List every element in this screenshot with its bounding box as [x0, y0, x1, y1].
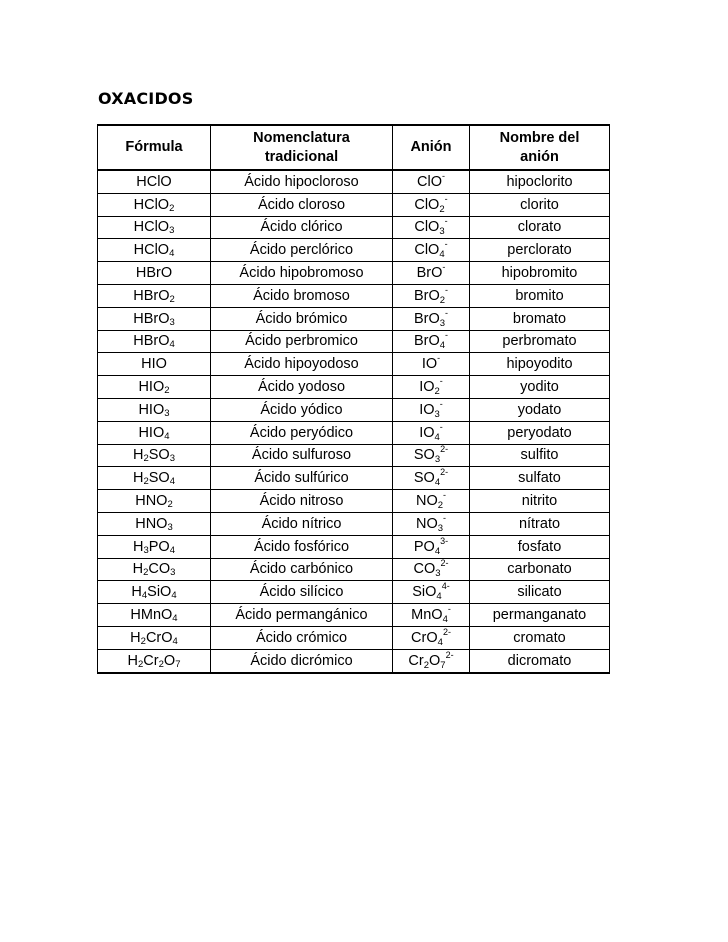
formula-cell — [98, 444, 211, 467]
anion-cell — [393, 421, 470, 444]
chem-symbol: CO — [148, 561, 171, 578]
anion-name-cell: yodato — [470, 398, 610, 421]
ion-charge: - — [445, 284, 449, 295]
nomenclature-cell: Ácido fosfórico — [211, 535, 393, 558]
chem-subscript: 3 — [169, 316, 175, 328]
chem-symbol: Cr — [143, 652, 159, 669]
ion-charge: - — [445, 330, 449, 341]
nomenclature-cell: Ácido nítrico — [211, 512, 393, 535]
nomenclature-cell: Ácido clórico — [211, 216, 393, 239]
chem-symbol: SiO — [147, 584, 172, 601]
chem-subscript: 3 — [434, 454, 441, 466]
table-row — [98, 558, 610, 581]
chem-symbol: H — [132, 561, 144, 578]
chem-symbol: H — [130, 629, 141, 646]
anion-cell — [393, 649, 470, 672]
anion-name-cell: sulfato — [470, 467, 610, 490]
anion-cell — [393, 330, 470, 353]
anion-cell — [393, 535, 470, 558]
chem-subscript: 4 — [172, 613, 178, 625]
formula-cell — [98, 581, 211, 604]
chem-symbol: HBrO — [135, 265, 173, 282]
anion-name-cell: silicato — [470, 581, 610, 604]
chem-symbol: SO — [413, 470, 435, 487]
chem-subscript: 3 — [169, 225, 175, 237]
formula-cell — [98, 535, 211, 558]
header-anion — [393, 125, 470, 170]
anion-name-cell: carbonato — [470, 558, 610, 581]
chem-subscript: 2 — [169, 202, 175, 214]
chem-subscript: 3 — [439, 226, 445, 238]
ion-charge: - — [445, 307, 449, 318]
header-nomenclature-line2: tradicional — [264, 148, 339, 165]
anion-name-cell: hipoyodito — [470, 353, 610, 376]
chem-symbol: BrO — [413, 310, 440, 327]
table-row — [98, 581, 610, 604]
nomenclature-cell: Ácido bromoso — [211, 284, 393, 307]
chem-symbol: ClO — [414, 219, 440, 236]
chem-subscript: 2 — [138, 658, 144, 670]
chem-symbol: NO — [415, 493, 438, 510]
chem-symbol: HClO — [136, 173, 172, 190]
chem-symbol: PO — [413, 538, 435, 555]
formula-cell — [98, 558, 211, 581]
chem-symbol: IO — [421, 356, 438, 373]
chem-subscript: 4 — [434, 545, 441, 557]
anion-name-cell: permanganato — [470, 604, 610, 627]
chem-subscript: 4 — [434, 431, 440, 443]
chem-symbol: HMnO — [130, 607, 173, 624]
chem-symbol: ClO — [414, 242, 440, 259]
header-anion-name-line2: anión — [520, 148, 559, 165]
chem-symbol: NO — [415, 515, 438, 532]
nomenclature-cell: Ácido sulfúrico — [211, 467, 393, 490]
chem-symbol: HClO — [133, 219, 170, 236]
formula-cell — [98, 421, 211, 444]
chem-symbol: MnO — [411, 607, 443, 624]
table-row — [98, 284, 610, 307]
chem-subscript: 2 — [423, 659, 429, 671]
chem-symbol: H — [132, 470, 144, 487]
header-nomenclature-line1: Nomenclatura — [253, 129, 350, 146]
chem-subscript: 4 — [172, 635, 178, 647]
table-row — [98, 444, 610, 467]
chem-subscript: 3 — [164, 407, 170, 419]
chem-symbol: SO — [148, 447, 170, 464]
chem-subscript: 4 — [141, 590, 148, 602]
anion-name-cell: yodito — [470, 376, 610, 399]
anion-cell — [393, 353, 470, 376]
chem-symbol: HClO — [133, 242, 170, 259]
chem-subscript: 3 — [439, 317, 446, 329]
chem-subscript: 4 — [169, 339, 175, 351]
nomenclature-cell: Ácido yódico — [211, 398, 393, 421]
chem-symbol: CO — [413, 561, 436, 578]
anion-cell — [393, 239, 470, 262]
chem-symbol: H — [132, 538, 144, 555]
anion-cell — [393, 604, 470, 627]
ion-charge: - — [442, 262, 446, 273]
chem-subscript: 2 — [140, 635, 146, 647]
formula-cell — [98, 193, 211, 216]
chem-symbol: BrO — [413, 333, 440, 350]
table-row — [98, 307, 610, 330]
anion-name-cell: hipoclorito — [470, 170, 610, 193]
table-row — [98, 467, 610, 490]
chem-subscript: 4 — [171, 590, 177, 602]
chem-symbol: HBrO — [133, 310, 170, 327]
nomenclature-cell: Ácido brómico — [211, 307, 393, 330]
chem-symbol: IO — [419, 379, 435, 396]
formula-cell — [98, 284, 211, 307]
chem-subscript: 3 — [167, 521, 173, 533]
formula-cell — [98, 398, 211, 421]
chem-symbol: CrO — [411, 629, 438, 646]
formula-cell — [98, 490, 211, 513]
chem-subscript: 4 — [436, 591, 442, 603]
formula-cell — [98, 604, 211, 627]
table-row — [98, 376, 610, 399]
chem-symbol: SiO — [412, 584, 437, 601]
table-row — [98, 239, 610, 262]
formula-cell — [98, 239, 211, 262]
anion-name-cell: fosfato — [470, 535, 610, 558]
nomenclature-cell: Ácido crómico — [211, 626, 393, 649]
nomenclature-cell: Ácido permangánico — [211, 604, 393, 627]
anion-name-cell: bromato — [470, 307, 610, 330]
formula-cell — [98, 216, 211, 239]
table-row — [98, 216, 610, 239]
ion-charge: 3- — [440, 535, 449, 546]
ion-charge: 2- — [445, 649, 454, 660]
chem-subscript: 3 — [170, 567, 176, 579]
nomenclature-cell: Ácido silícico — [211, 581, 393, 604]
anion-cell — [393, 216, 470, 239]
ion-charge: - — [443, 512, 447, 523]
anion-cell — [393, 558, 470, 581]
table-row — [98, 170, 610, 193]
chem-subscript: 4 — [169, 476, 176, 488]
chem-subscript: 4 — [169, 544, 176, 556]
chem-subscript: 4 — [442, 614, 448, 626]
table-header — [98, 125, 610, 170]
ion-charge: 2- — [440, 467, 449, 478]
chem-subscript: 3 — [143, 544, 149, 556]
chem-subscript: 4 — [439, 340, 446, 352]
chem-symbol: O — [163, 652, 176, 669]
anion-name-cell: hipobromito — [470, 262, 610, 285]
chem-symbol: CrO — [145, 629, 173, 646]
formula-cell — [98, 330, 211, 353]
anion-cell — [393, 193, 470, 216]
ion-charge: - — [439, 398, 443, 409]
anion-cell — [393, 467, 470, 490]
chem-subscript: 2 — [143, 453, 149, 465]
nomenclature-cell: Ácido perclórico — [211, 239, 393, 262]
anion-cell — [393, 262, 470, 285]
table-row — [98, 535, 610, 558]
nomenclature-cell: Ácido hipoyodoso — [211, 353, 393, 376]
table-row — [98, 398, 610, 421]
anion-cell — [393, 444, 470, 467]
chem-subscript: 7 — [175, 658, 181, 670]
chem-symbol: PO — [148, 538, 170, 555]
chem-symbol: H — [132, 447, 144, 464]
anion-cell — [393, 581, 470, 604]
chem-subscript: 2 — [439, 294, 446, 306]
chem-subscript: 7 — [440, 659, 446, 671]
chem-symbol: HIO — [138, 424, 165, 441]
chem-symbol: HIO — [138, 401, 165, 418]
chem-symbol: H — [131, 584, 142, 601]
chem-symbol: SO — [148, 470, 170, 487]
chem-subscript: 2 — [164, 385, 170, 397]
table-row — [98, 649, 610, 672]
header-formula-label: Fórmula — [125, 139, 183, 155]
formula-cell — [98, 467, 211, 490]
formula-cell — [98, 376, 211, 399]
table-row — [98, 421, 610, 444]
chem-symbol: HIO — [141, 356, 167, 373]
chem-symbol: ClO — [417, 173, 442, 190]
oxacids-table — [97, 124, 610, 674]
chem-symbol: HBrO — [133, 287, 170, 304]
table-row — [98, 490, 610, 513]
anion-name-cell: nitrito — [470, 490, 610, 513]
nomenclature-cell: Ácido yodoso — [211, 376, 393, 399]
chem-subscript: 2 — [143, 476, 149, 488]
nomenclature-cell: Ácido carbónico — [211, 558, 393, 581]
header-anion-name — [470, 125, 610, 170]
nomenclature-cell: Ácido perbromico — [211, 330, 393, 353]
chem-subscript: 4 — [164, 430, 170, 442]
ion-charge: - — [441, 170, 445, 181]
chem-symbol: HIO — [138, 379, 165, 396]
nomenclature-cell: Ácido peryódico — [211, 421, 393, 444]
chem-symbol: IO — [419, 424, 435, 441]
header-row — [98, 125, 610, 170]
table-row — [98, 262, 610, 285]
table-row — [98, 626, 610, 649]
ion-charge: 2- — [442, 626, 451, 637]
header-nomenclature — [211, 125, 393, 170]
chem-symbol: HBrO — [133, 333, 170, 350]
chem-subscript: 2 — [169, 293, 175, 305]
nomenclature-cell: Ácido hipobromoso — [211, 262, 393, 285]
chem-symbol: HClO — [133, 196, 170, 213]
nomenclature-cell: Ácido cloroso — [211, 193, 393, 216]
chem-subscript: 2 — [167, 499, 173, 511]
chem-subscript: 2 — [439, 203, 445, 215]
anion-name-cell: cromato — [470, 626, 610, 649]
table-row — [98, 604, 610, 627]
anion-name-cell: perbromato — [470, 330, 610, 353]
ion-charge: - — [444, 239, 448, 250]
header-anion-label: Anión — [410, 139, 452, 155]
anion-cell — [393, 626, 470, 649]
chem-symbol: Cr — [408, 652, 424, 669]
header-formula — [98, 125, 211, 170]
chem-symbol: SO — [413, 447, 435, 464]
formula-cell — [98, 307, 211, 330]
chem-symbol: O — [429, 652, 441, 669]
chem-subscript: 4 — [434, 477, 441, 489]
chem-subscript: 2 — [158, 658, 164, 670]
anion-name-cell: nítrato — [470, 512, 610, 535]
anion-name-cell: peryodato — [470, 421, 610, 444]
formula-cell — [98, 170, 211, 193]
anion-name-cell: sulfito — [470, 444, 610, 467]
chem-subscript: 3 — [437, 522, 444, 534]
chem-symbol: H — [127, 652, 138, 669]
chem-subscript: 4 — [169, 248, 175, 260]
chem-subscript: 2 — [434, 386, 440, 398]
ion-charge: - — [444, 193, 448, 204]
formula-cell — [98, 512, 211, 535]
anion-name-cell: perclorato — [470, 239, 610, 262]
table-body — [98, 170, 610, 673]
anion-name-cell: dicromato — [470, 649, 610, 672]
chem-symbol: HNO — [135, 493, 168, 510]
nomenclature-cell: Ácido hipocloroso — [211, 170, 393, 193]
chem-symbol: BrO — [416, 265, 443, 282]
ion-charge: - — [443, 490, 447, 501]
chem-symbol: IO — [419, 401, 435, 418]
chem-symbol: ClO — [414, 196, 440, 213]
table-row — [98, 330, 610, 353]
anion-name-cell: bromito — [470, 284, 610, 307]
formula-cell — [98, 649, 211, 672]
ion-charge: 2- — [440, 558, 449, 569]
chem-subscript: 2 — [437, 500, 444, 512]
ion-charge: - — [444, 216, 448, 227]
chem-subscript: 4 — [437, 636, 443, 648]
formula-cell — [98, 353, 211, 376]
chem-subscript: 2 — [143, 567, 149, 579]
table-row — [98, 353, 610, 376]
anion-cell — [393, 398, 470, 421]
chem-subscript: 3 — [169, 453, 176, 465]
anion-name-cell: clorato — [470, 216, 610, 239]
ion-charge: - — [437, 353, 441, 364]
anion-cell — [393, 512, 470, 535]
ion-charge: - — [439, 421, 443, 432]
ion-charge: - — [439, 376, 443, 387]
anion-name-cell: clorito — [470, 193, 610, 216]
ion-charge: - — [447, 604, 451, 615]
nomenclature-cell: Ácido nitroso — [211, 490, 393, 513]
ion-charge: 2- — [440, 444, 449, 455]
formula-cell — [98, 626, 211, 649]
chem-subscript: 3 — [435, 568, 441, 580]
anion-cell — [393, 490, 470, 513]
anion-cell — [393, 376, 470, 399]
chem-subscript: 3 — [434, 408, 440, 420]
chem-subscript: 4 — [439, 249, 445, 261]
nomenclature-cell: Ácido dicrómico — [211, 649, 393, 672]
formula-cell — [98, 262, 211, 285]
chem-symbol: HNO — [135, 515, 168, 532]
anion-cell — [393, 170, 470, 193]
table-row — [98, 512, 610, 535]
anion-cell — [393, 307, 470, 330]
table-row — [98, 193, 610, 216]
chem-symbol: BrO — [413, 287, 440, 304]
nomenclature-cell: Ácido sulfuroso — [211, 444, 393, 467]
document-title: OXACIDOS — [98, 89, 194, 108]
ion-charge: 4- — [441, 581, 450, 592]
anion-cell — [393, 284, 470, 307]
header-anion-name-line1: Nombre del — [499, 129, 580, 146]
